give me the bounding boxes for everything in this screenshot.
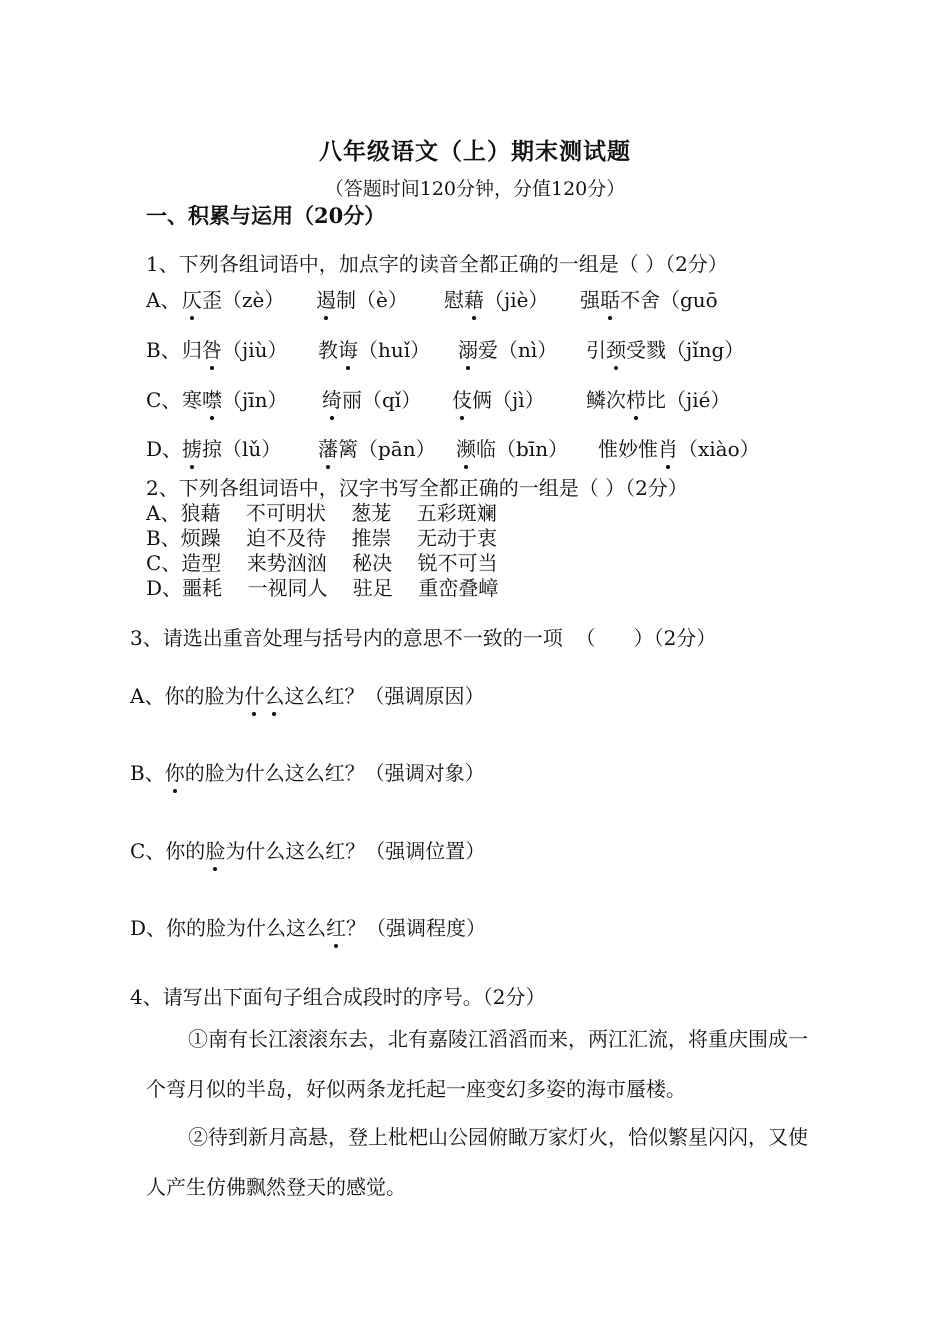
option-item: 鳞次栉比（jié）: [586, 384, 730, 413]
question-2-option-b: B、烦躁 迫不及待 推崇 无动于衷: [146, 526, 497, 550]
option-item: 藩篱（pān）: [318, 433, 436, 462]
option-item: 引颈受戮（jǐng）: [586, 334, 744, 363]
question-3-option-a: A、你的脸为什么这么红？（强调原因）: [130, 680, 484, 709]
option-item: 寒噤（jīn）: [182, 384, 287, 413]
question-4-sentence-2: ②待到新月高悬，登上枇杷山公园俯瞰万家灯火，恰似繁星闪闪，又使人产生仿佛飘然登天的感觉。: [146, 1125, 808, 1199]
option-label: D、: [146, 437, 183, 461]
option-item: 仄歪（zè）: [182, 284, 284, 313]
question-1-stem: 1、下列各组词语中，加点字的读音全都正确的一组是（ ）（2分）: [146, 252, 728, 276]
option-item: 归咎（jiù）: [182, 334, 287, 363]
option-item: 濒临（bīn）: [456, 433, 568, 462]
option-label: B、: [146, 338, 181, 362]
question-3-stem: 3、请选出重音处理与括号内的意思不一致的一项 （ ）（2分）: [130, 626, 717, 650]
option-label: C、: [146, 388, 182, 412]
question-3-option-d: D、你的脸为什么这么红？（强调程度）: [130, 912, 486, 941]
page-title: 八年级语文（上）期末测试题: [319, 138, 631, 165]
option-item: 遏制（è）: [316, 284, 408, 313]
question-2-option-d: D、噩耗 一视同人 驻足 重峦叠嶂: [146, 576, 499, 600]
option-item: 强聒不舍（guō: [580, 284, 718, 313]
question-2-stem: 2、下列各组词语中，汉字书写全都正确的一组是（ ）（2分）: [146, 476, 688, 500]
option-label: A、: [146, 288, 181, 312]
option-item: 慰藉（jiè）: [444, 284, 548, 313]
question-2-option-a: A、狼藉 不可明状 葱茏 五彩斑斓: [146, 501, 497, 525]
option-item: 教诲（huǐ）: [318, 334, 430, 363]
option-item: 惟妙惟肖（xiào）: [598, 433, 760, 462]
section-heading: 一、积累与运用（20分）: [146, 203, 386, 228]
page-subtitle: （答题时间120分钟，分值120分）: [324, 178, 626, 200]
option-item: 伎俩（jì）: [452, 384, 545, 413]
question-2-option-c: C、造型 来势汹汹 秘决 锐不可当: [146, 551, 498, 575]
option-item: 溺爱（nì）: [458, 334, 557, 363]
option-item: 掳掠（lǔ）: [182, 433, 281, 462]
question-4-stem: 4、请写出下面句子组合成段时的序号。（2分）: [130, 985, 546, 1009]
question-3-option-c: C、你的脸为什么这么红？（强调位置）: [130, 835, 485, 864]
option-item: 绮丽（qǐ）: [322, 384, 421, 413]
question-3-option-b: B、你的脸为什么这么红？（强调对象）: [130, 757, 485, 786]
question-4-sentence-1: ①南有长江滚滚东去，北有嘉陵江滔滔而来，两江汇流，将重庆围成一个弯月似的半岛，好似两条龙托起一座变幻多姿的海市蜃楼。: [146, 1027, 808, 1101]
